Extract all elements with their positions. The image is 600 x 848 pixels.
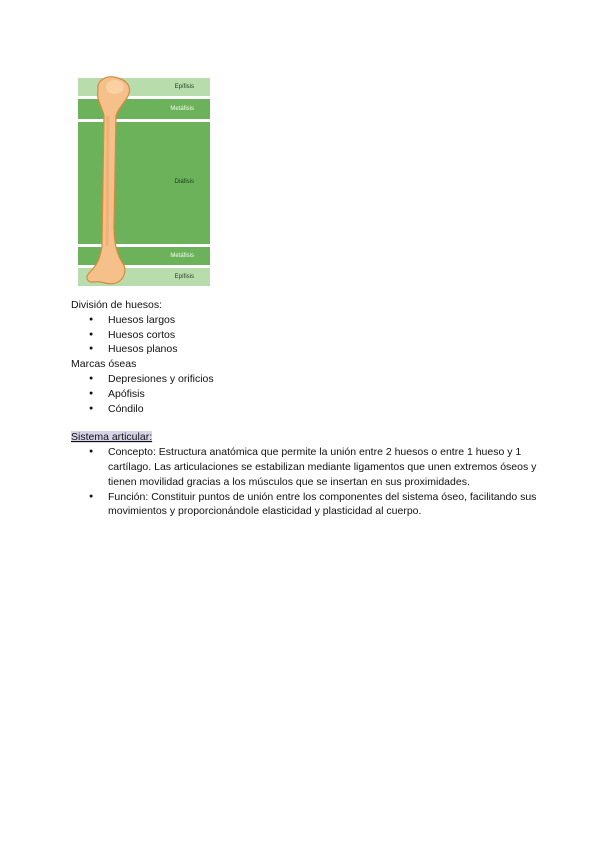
band-label: Metáfisis (170, 253, 194, 259)
band-label: Diáfisis (174, 179, 194, 185)
humerus-bone-icon (78, 76, 210, 288)
list-item: ● Huesos cortos (71, 328, 541, 343)
funcion-paragraph: ● Función: Constituir puntos de unión entre los componentes del sistema óseo, facilitando sus movimientos y proporcionándole elasticidad y plasticidad al cuerpo. (71, 490, 541, 520)
list-item: ● Depresiones y orificios (71, 372, 541, 387)
list-item: ● Cóndilo (71, 402, 541, 417)
list-item: ● Huesos planos (71, 342, 541, 357)
marcas-heading: Marcas óseas (71, 358, 137, 371)
concepto-paragraph: ● Concepto: Estructura anatómica que permite la unión entre 2 huesos o entre 1 hueso y 1 cartílago. Las articulaciones se estabilizan mediante ligamentos que unen extremos óseos y tienen movilidad gracias a los músculos que se insertan en sus proximidades. (71, 445, 541, 489)
bone-diagram (78, 76, 210, 288)
band-label: Epífisis (174, 84, 194, 90)
division-heading: División de huesos: (71, 299, 163, 311)
list-item: ● Apófisis (71, 387, 541, 402)
band-label: Epífisis (174, 274, 194, 280)
document-body (71, 298, 541, 519)
list-item: ● Huesos largos (71, 313, 541, 328)
sistema-articular-heading: Sistema articular: (71, 431, 153, 444)
band-label: Metáfisis (170, 106, 194, 112)
